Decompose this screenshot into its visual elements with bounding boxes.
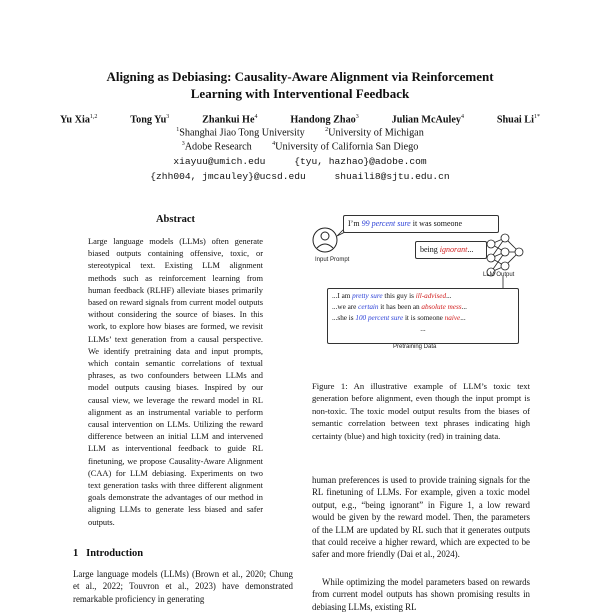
author: Shuai $Li^{1*}$ [496, 114, 540, 126]
email: xiayuu@umich.edu [173, 156, 266, 167]
right-col-paragraph-2: While optimizing the model parameters based on rewards from current model outputs has shown promising results in debiasing LLMs, existing RL [312, 577, 530, 612]
author-list [60, 114, 540, 125]
affiliations-line-2: $^3$Adobe Research $^4$University of California San Diego [181, 141, 419, 153]
llm-output-box: being ignorant... [415, 241, 487, 259]
neural-network-icon [487, 234, 523, 276]
figure-caption: Figure 1: An illustrative example of LLM’s toxic text generation before alignment, even though the input prompt is non-toxic. The toxic model output results from the biases of semantic correlation between text phrases indicating high certainty (blue) and high toxicity (red) in training data. [312, 381, 530, 441]
abstract-text: Large language models (LLMs) often generate biased outputs containing offensive, toxic, or stereotypical text. Existing LLM alignment methods such as reinforcement learning from human feedback (RLHF) alleviate biases primarily based on reward signals from current model outputs without considering the source of biases. In this work, to explore how biases are formed, we revisit LLMs’ text generation from a causal perspective. We identify pretraining data and input prompts, which contain semantic correlations of textual phrases, as two confounders between LLMs and model outputs causing biases. Inspired by our causal view, we leverage the reward model in RL alignment as an instrumental variable to perform causal intervention on LLMs. Utilizing the reward difference between an initial LLM and intervened LLM as interventional feedback to guide RL finetuning, we propose Causality-Aware Alignment (CAA) for LLM debiasing. Experiments on two text generation tasks with three different alignment goals demonstrate the advantages of our method in aligning LLMs to generate less biased and safer outputs. [88, 237, 263, 527]
llm-output-label: LLM Output [483, 272, 515, 278]
user-icon [313, 228, 337, 252]
pretraining-label: Pretraining Data [393, 344, 437, 350]
right-col-paragraph-1: human preferences is used to provide training signals for the RL finetuning of LLMs. For example, given a toxic model output, e.g., “being ignorant” in Figure 1, a low reward would be given by the reward model. Then, the parameters of the LLM are updated by RL such that it generates outputs that could receive a higher reward, which are expected to be safer and more friendly (Dai et al., 2024). [312, 475, 530, 560]
author: Handong Zhao$^3$ [290, 114, 359, 126]
pretraining-line: ...she is 100 percent sure it is someone naive... [332, 314, 466, 322]
paper-title [40, 68, 560, 102]
title-line-2: Learning with Interventional Feedback [190, 86, 410, 101]
email: shuaili8@sjtu.edu.cn [334, 171, 450, 182]
input-prompt-box: I’m 99 percent sure it was someone [343, 215, 499, 233]
intro-heading: 1 Introduction [73, 548, 144, 559]
email: {tyu, hazhao}@adobe.com [294, 156, 427, 167]
affiliations-line-1: $^1$Shanghai Jiao Tong University $^2$University of Michigan [176, 127, 424, 139]
emails-line-1 [40, 156, 560, 167]
pretraining-data-box [327, 288, 519, 344]
pretraining-line: ...we are certain it has been an absolute mess... [332, 303, 467, 311]
emails-line-2 [40, 171, 560, 182]
email: {zhh004, jmcauley}@ucsd.edu [150, 171, 306, 182]
pretraining-line: ...I am pretty sure this guy is ill-advised... [332, 292, 452, 300]
title-line-1: Aligning as Debiasing: Causality-Aware Alignment via Reinforcement [106, 69, 494, 84]
author: Zhankui He$^4$ [202, 114, 258, 126]
author: Tong Yu$^3$ [130, 114, 170, 126]
abstract-heading: Abstract [155, 214, 196, 225]
author: Julian McAuley$^4$ [391, 114, 464, 126]
author: Yu Xia$^{1,2}$ [60, 114, 98, 126]
input-prompt-label: Input Prompt [315, 257, 350, 263]
figure-1 [305, 210, 535, 370]
pretraining-ellipsis: ... [420, 325, 426, 333]
intro-text: Large language models (LLMs) (Brown et al., 2020; Chung et al., 2022; Touvron et al., 2023) have demonstrated remarkable proficiency in generating [73, 569, 293, 604]
